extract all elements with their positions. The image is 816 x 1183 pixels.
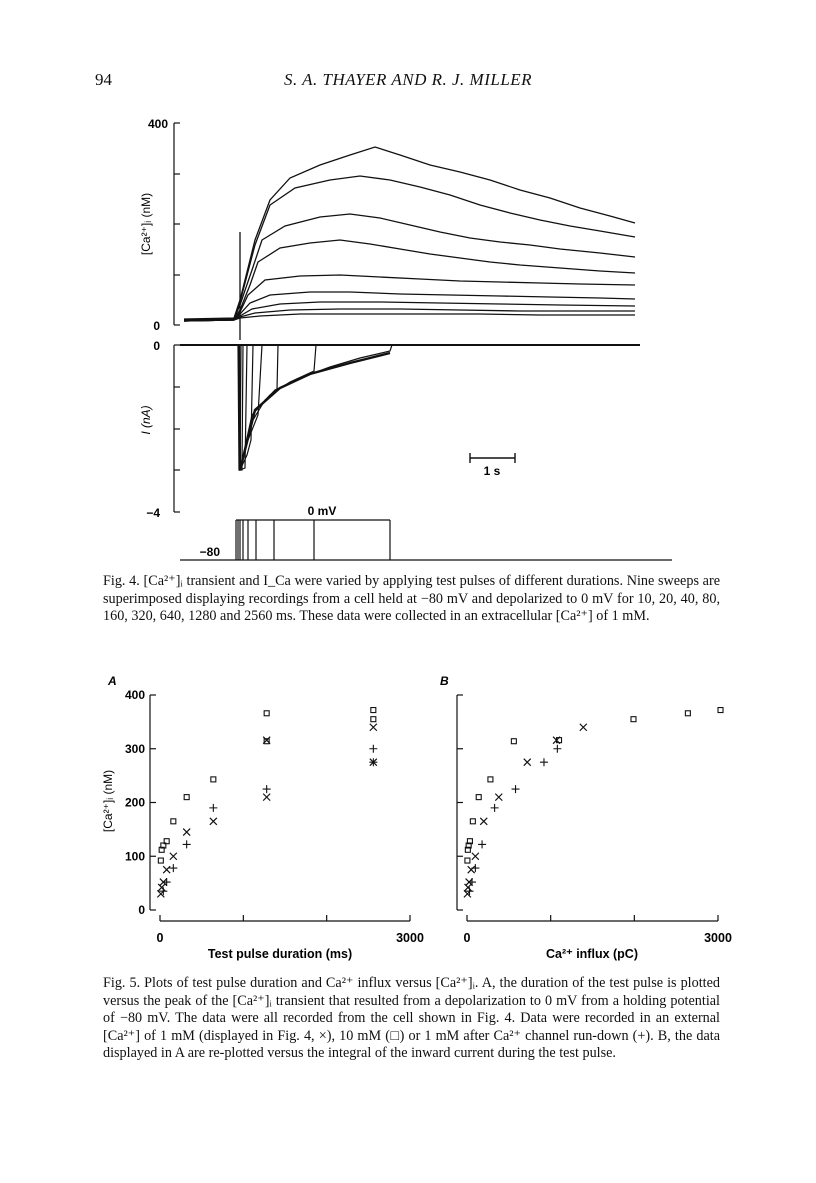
- cross-point: [495, 794, 502, 801]
- holding-potential-label: −80: [199, 545, 220, 559]
- ca-trace: [184, 314, 635, 321]
- x-tick-label: 0: [156, 931, 164, 945]
- panel-a-x-ticks: [157, 915, 424, 945]
- cross-point: [370, 724, 377, 731]
- figure-4: [0, 110, 816, 570]
- ca-traces: [184, 147, 635, 321]
- panel-b-points: [464, 708, 723, 898]
- plus-point: [512, 785, 520, 793]
- square-point: [511, 739, 516, 744]
- y-tick-label: 200: [124, 795, 145, 810]
- ca-trace: [184, 214, 635, 320]
- plus-point: [169, 864, 177, 872]
- x-tick-label: 3000: [704, 931, 732, 945]
- panel-a-y-label: [Ca²⁺]ᵢ (nM): [101, 769, 115, 833]
- plus-point: [468, 878, 476, 886]
- square-point: [685, 711, 690, 716]
- scale-bar-label: 1 s: [483, 464, 501, 478]
- fig4-caption: Fig. 4. [Ca²⁺]ᵢ transient and I_Ca were varied by applying test pulses of different durations. Nine sweeps are superimposed displaying recordings from a cell held at −80 mV and depolarized to 0 mV for 10, 20, 40, 80, 160, 320, 640, 1280 and 2560 ms. These data were collected in an extracellular [Ca²⁺] of 1 mM.: [103, 573, 720, 624]
- panel-a-label: A: [108, 674, 117, 688]
- square-point: [465, 858, 470, 863]
- plus-point: [263, 785, 271, 793]
- current-tick-0: 0: [153, 339, 160, 353]
- y-tick-label: 0: [138, 903, 145, 917]
- square-point: [470, 819, 475, 824]
- cross-point: [480, 818, 487, 825]
- panel-b-x-ticks: [457, 695, 732, 945]
- plus-point: [183, 840, 191, 848]
- ca-trace: [184, 147, 635, 319]
- running-head: [0, 70, 816, 94]
- panel-b-x-label: Ca²⁺ influx (pC): [545, 947, 639, 961]
- square-point: [371, 708, 376, 713]
- voltage-protocol: [180, 520, 672, 560]
- ca-trace: [184, 176, 635, 320]
- fig5-caption: Fig. 5. Plots of test pulse duration and Ca²⁺ influx versus [Ca²⁺]ᵢ. A, the duration of the test pulse is plotted versus the peak of the [Ca²⁺]ᵢ transient that resulted from a depolarization to 0 mV from a holding potential of −80 mV. The data were all recorded from the cell shown in Fig. 4. Data were recorded in an external [Ca²⁺] of 1 mM (displayed in Fig. 4, ×), 10 mM (□) or 1 mM after Ca²⁺ channel run-down (+). B, the data displayed in A are re-plotted versus the integral of the inward current during the test pulse.: [103, 975, 720, 1061]
- square-point: [264, 711, 269, 716]
- panel-a-points: [157, 708, 377, 898]
- voltage-step-label: 0 mV: [307, 504, 337, 518]
- current-traces: [180, 345, 640, 470]
- square-point: [211, 777, 216, 782]
- panel-a-x-label: Test pulse duration (ms): [207, 947, 353, 961]
- running-head-authors: S. A. THAYER AND R. J. MILLER: [283, 70, 533, 89]
- plus-point: [491, 804, 499, 812]
- square-point: [184, 795, 189, 800]
- ca-tick-0: 0: [153, 319, 160, 333]
- cross-point: [170, 853, 177, 860]
- square-point: [476, 795, 481, 800]
- cross-point: [163, 866, 170, 873]
- cross-point: [580, 724, 587, 731]
- current-axis-label: I (nA): [139, 405, 153, 435]
- cross-point: [263, 794, 270, 801]
- plus-point: [540, 758, 548, 766]
- y-tick-label: 400: [124, 688, 145, 702]
- cross-point: [210, 818, 217, 825]
- square-point: [718, 708, 723, 713]
- x-tick-label: 3000: [396, 931, 424, 945]
- panel-b-label: B: [440, 674, 449, 688]
- figure-5: [0, 670, 816, 970]
- square-point: [631, 717, 636, 722]
- square-point: [371, 717, 376, 722]
- square-point: [171, 819, 176, 824]
- x-tick-label: 0: [463, 931, 471, 945]
- square-point: [488, 777, 493, 782]
- cross-point: [183, 829, 190, 836]
- plus-point: [478, 840, 486, 848]
- page-number: 94: [95, 70, 112, 89]
- ca-axis-label: [Ca²⁺]ᵢ (nM): [139, 192, 153, 256]
- panel-a-y-ticks: [125, 688, 156, 917]
- plus-point: [369, 745, 377, 753]
- plus-point: [553, 745, 561, 753]
- y-tick-label: 100: [124, 849, 145, 864]
- y-tick-label: 300: [124, 741, 145, 756]
- ca-tick-400: 400: [147, 117, 168, 131]
- plus-point: [209, 804, 217, 812]
- current-tick-minus4: −4: [146, 506, 160, 520]
- cross-point: [472, 853, 479, 860]
- square-point: [158, 858, 163, 863]
- cross-point: [524, 759, 531, 766]
- cross-point: [158, 884, 165, 891]
- cross-point: [468, 866, 475, 873]
